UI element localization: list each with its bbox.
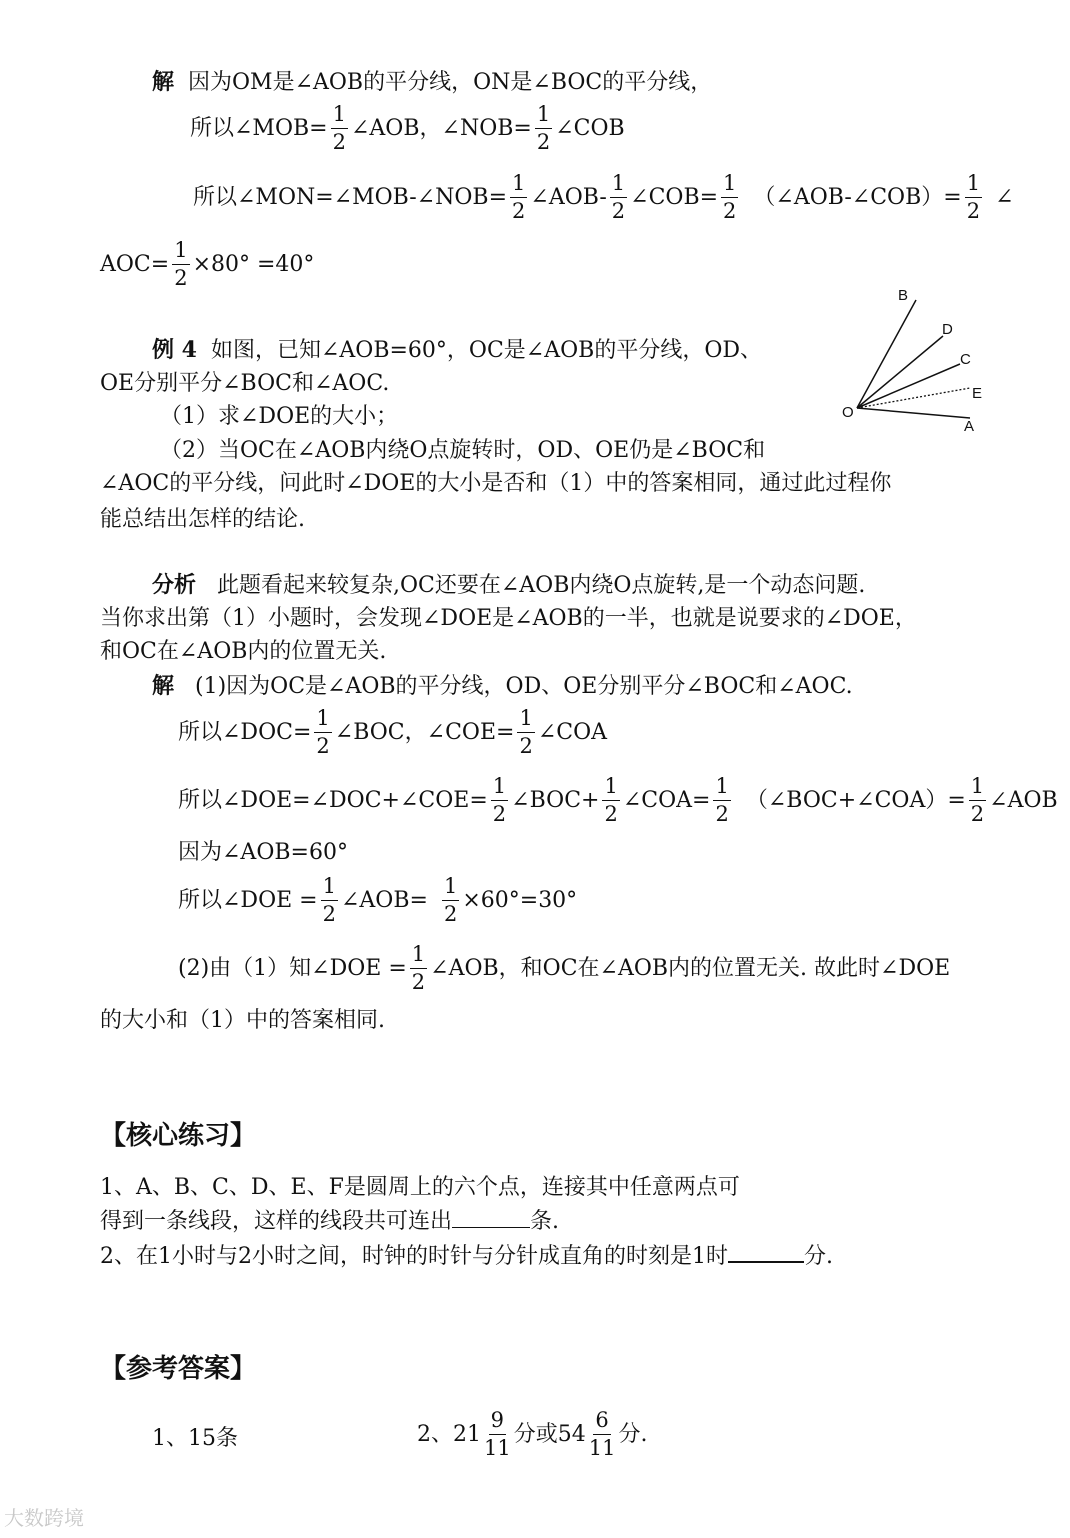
text: ×80° =40° (192, 251, 315, 277)
text: ×60°=30° (462, 887, 578, 913)
solution-1-line-4 (100, 240, 314, 289)
denominator: 2 (611, 199, 626, 223)
denominator: 2 (604, 802, 618, 826)
solution-1-line-3 (193, 173, 1014, 222)
numerator: 9 (489, 1410, 506, 1435)
example-4-line-2: OE分别平分∠BOC和∠AOC. (100, 371, 390, 396)
text: ∠COA (537, 719, 608, 745)
fraction-half (965, 173, 982, 222)
numerator: 1 (321, 876, 338, 901)
text: (1)因为OC是∠AOB的平分线，OD、OE分别平分∠BOC和∠AOC. (195, 674, 853, 699)
ray-OD (857, 336, 943, 408)
numerator: 1 (965, 173, 982, 198)
label-E: E (972, 385, 983, 402)
text: （∠AOB-∠COB）= (753, 184, 962, 210)
answer-2 (417, 1410, 647, 1459)
example-4-question-2-end: 能总结出怎样的结论. (100, 507, 305, 532)
text: 所以∠MON=∠MOB-∠NOB= (193, 184, 508, 210)
denominator: 2 (970, 802, 985, 826)
solution-label: 解 (152, 69, 175, 95)
answers-heading: 【参考答案】 (100, 1354, 257, 1384)
denominator: 2 (332, 130, 346, 154)
text: 条. (530, 1209, 560, 1234)
fraction-half (321, 876, 338, 925)
text: AOC= (100, 251, 170, 277)
fraction-half (491, 776, 508, 825)
label-B: B (898, 287, 909, 304)
analysis-label: 分析 (152, 572, 197, 598)
text: ∠COB (555, 115, 625, 141)
practice-question-1: 1、A、B、C、D、E、F是圆周上的六个点，连接其中任意两点可 (100, 1175, 740, 1200)
solution-text: 因为OM是∠AOB的平分线，ON是∠BOC的平分线， (188, 70, 713, 95)
example-label: 例 4 (152, 337, 197, 363)
text: 所以∠DOC= (178, 719, 312, 745)
text: 此题看起来较复杂,OC还要在∠AOB内绕O点旋转,是一个动态问题. (217, 573, 866, 598)
fraction-half (314, 708, 331, 757)
text: 分. (804, 1244, 833, 1269)
denominator: 11 (588, 1436, 616, 1460)
solution-2-line-4: 因为∠AOB=60° (178, 840, 348, 865)
fraction-half (713, 776, 730, 825)
ray-OE (857, 388, 970, 408)
text: 所以∠DOE=∠DOC+∠COE= (178, 787, 488, 813)
fraction-half (602, 776, 619, 825)
denominator: 2 (492, 802, 507, 826)
analysis-line-2: 当你求出第（1）小题时，会发现∠DOE是∠AOB的一半，也就是说要求的∠DOE， (100, 606, 917, 631)
text: ∠COA= (622, 787, 711, 813)
ray-OB (857, 300, 916, 408)
numerator: 1 (721, 173, 738, 198)
text: 所以∠MOB= (190, 115, 328, 141)
denominator: 2 (519, 734, 533, 758)
label-C: C (960, 351, 971, 368)
fraction-half (610, 173, 627, 222)
text: ∠AOB，∠NOB= (350, 115, 532, 141)
numerator: 1 (410, 944, 427, 969)
text: （∠BOC+∠COA）= (745, 787, 966, 813)
analysis-line-3: 和OC在∠AOB内的位置无关. (100, 639, 387, 664)
denominator: 2 (536, 130, 551, 154)
denominator: 2 (174, 266, 188, 290)
numerator: 1 (602, 776, 619, 801)
denominator: 2 (411, 970, 426, 994)
denominator: 2 (512, 199, 526, 223)
denominator: 2 (966, 199, 981, 223)
fraction-half (535, 104, 552, 153)
solution-2-line-5 (178, 876, 577, 925)
numerator: 1 (314, 708, 331, 733)
example-4-question-2-cont: ∠AOC的平分线，问此时∠DOE的大小是否和（1）中的答案相同，通过此过程你 (100, 471, 892, 496)
text: ∠BOC+ (511, 787, 600, 813)
fraction-half (969, 776, 986, 825)
fraction-half (510, 173, 527, 222)
fraction (589, 1410, 616, 1459)
numerator: 1 (510, 173, 527, 198)
solution-2-line-6 (178, 944, 950, 993)
example-4-line-1 (152, 337, 762, 364)
practice-heading: 【核心练习】 (100, 1121, 257, 1151)
numerator: 1 (535, 104, 552, 129)
solution-1-line-1 (152, 69, 712, 96)
fraction-half (410, 944, 427, 993)
angle-figure (830, 280, 1010, 440)
numerator: 1 (331, 104, 348, 129)
text: 所以∠DOE = (178, 887, 318, 913)
numerator: 6 (593, 1410, 610, 1435)
fraction-half (172, 240, 189, 289)
numerator: 1 (517, 708, 534, 733)
fraction-half (331, 104, 348, 153)
label-O: O (842, 404, 854, 421)
text: 2、21 (417, 1421, 481, 1447)
denominator: 2 (322, 902, 336, 926)
text: ∠AOB (989, 787, 1058, 813)
solution-2-line-2 (178, 708, 607, 757)
denominator: 2 (723, 199, 737, 223)
text: ∠AOB- (530, 184, 607, 210)
solution-2-line-3 (178, 776, 1058, 825)
example-4-question-1: （1）求∠DOE的大小； (160, 404, 399, 429)
text: 得到一条线段，这样的线段共可连出 (100, 1209, 453, 1234)
text: ∠BOC，∠COE= (334, 719, 515, 745)
denominator: 2 (715, 802, 729, 826)
answer-blank (728, 1243, 804, 1263)
text: (2)由（1）知∠DOE = (178, 955, 407, 981)
answer-blank (452, 1209, 530, 1228)
fraction-half (721, 173, 738, 222)
practice-question-1-cont (100, 1209, 559, 1235)
text: 如图，已知∠AOB=60°，OC是∠AOB的平分线，OD、 (210, 338, 762, 363)
numerator: 1 (610, 173, 627, 198)
denominator: 2 (316, 734, 330, 758)
ray-OC (857, 364, 960, 408)
numerator: 1 (713, 776, 730, 801)
solution-1-line-2 (190, 104, 625, 153)
fraction-half (442, 876, 459, 925)
numerator: 1 (491, 776, 508, 801)
practice-question-2 (100, 1243, 833, 1270)
label-A: A (964, 418, 975, 435)
analysis-line-1 (152, 572, 865, 599)
numerator: 1 (172, 240, 189, 265)
text: ∠ (995, 184, 1014, 210)
solution-label: 解 (152, 673, 175, 699)
example-4-question-2: （2）当OC在∠AOB内绕O点旋转时，OD、OE仍是∠BOC和 (160, 438, 766, 463)
numerator: 1 (969, 776, 986, 801)
label-D: D (942, 321, 953, 338)
text: 分或54 (513, 1421, 586, 1447)
answer-1: 1、15条 (152, 1426, 238, 1451)
text: ∠AOB，和OC在∠AOB内的位置无关. 故此时∠DOE (430, 955, 951, 981)
denominator: 11 (484, 1436, 511, 1460)
fraction-half (517, 708, 534, 757)
ray-OA (857, 408, 970, 418)
denominator: 2 (443, 902, 458, 926)
watermark: 大数跨境 (4, 1508, 84, 1530)
numerator: 1 (442, 876, 459, 901)
solution-2-line-1 (152, 673, 853, 700)
fraction (484, 1410, 511, 1459)
text: ∠COB= (630, 184, 719, 210)
text: ∠AOB= (340, 887, 428, 913)
solution-2-line-7: 的大小和（1）中的答案相同. (100, 1008, 385, 1033)
text: 2、在1小时与2小时之间，时钟的时针与分针成直角的时刻是1时 (100, 1244, 728, 1269)
text: 分. (618, 1421, 648, 1447)
